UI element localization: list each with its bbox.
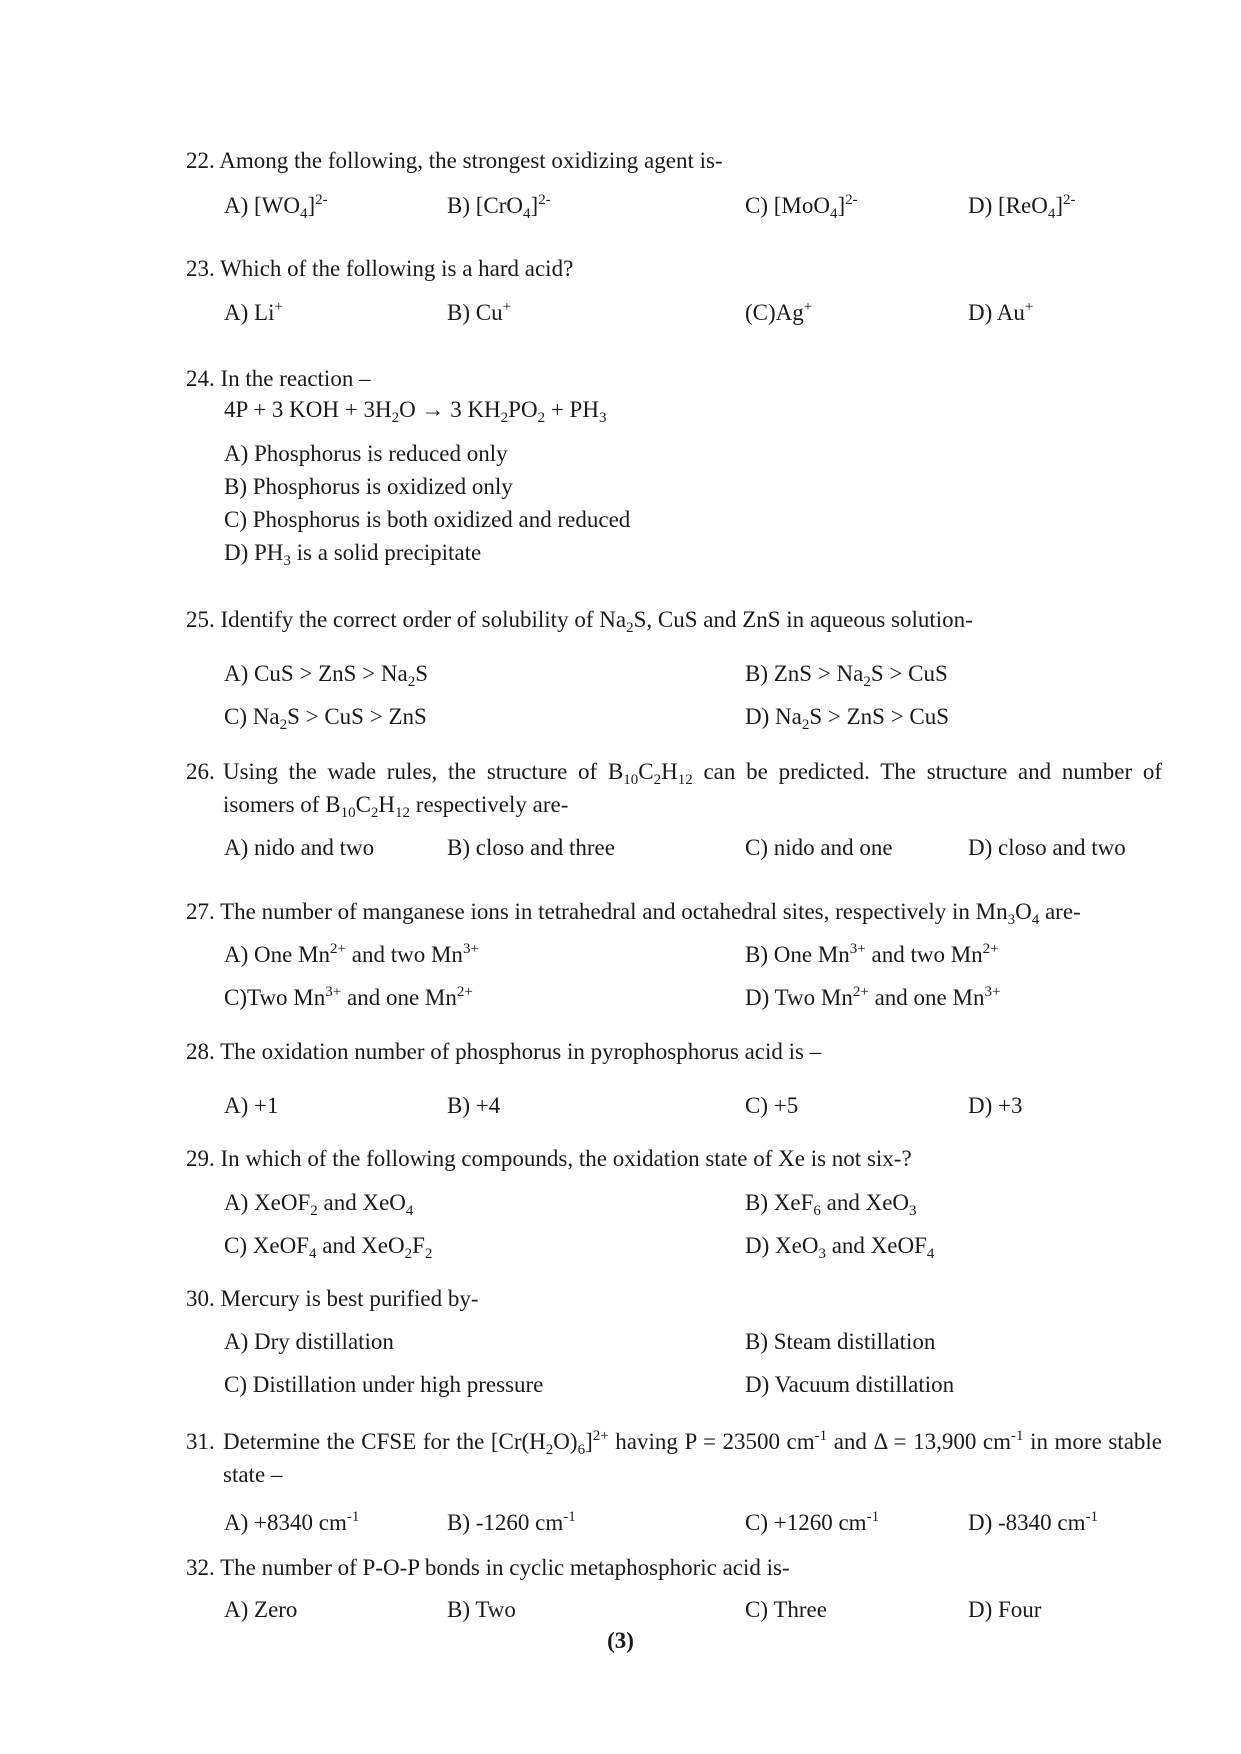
option-d: D) Four	[968, 1597, 1042, 1622]
option-a: A) Zero	[224, 1597, 298, 1622]
option-d: D) Two $Mn^{2+}$ and one $Mn^{3+}$	[745, 984, 1001, 1010]
option-c: C) Three	[745, 1597, 827, 1622]
question-22	[186, 148, 723, 174]
reaction-equation: 4P + 3 KOH + $3H_2O \to 3$ $KH_2PO_2 + PH_3$	[224, 397, 607, 426]
option-a: A) nido and two	[224, 835, 375, 860]
option-b: B) Two	[447, 1597, 516, 1622]
option-d: D) $[ReO_4]^{2-}$	[968, 192, 1076, 222]
option-b: B) Cu+	[447, 299, 512, 325]
page-number: (3)	[607, 1628, 634, 1653]
option-a: A) +1	[224, 1093, 279, 1118]
question-text: Determine the CFSE for the $[Cr(H_2O)_6]^{2+}$ having P = 23500 $cm^{-1}$ and Δ = 13,900 $cm^{-1}$ in more stable state –	[223, 1428, 1162, 1487]
question-text: The number of P-O-P bonds in cyclic metaphosphoric acid is-	[220, 1555, 790, 1580]
option-b: B) Steam distillation	[745, 1329, 936, 1354]
question-number: 23.	[186, 256, 215, 281]
question-text: The number of manganese ions in tetrahedral and octahedral sites, respectively in $Mn_3O_4$ are-	[220, 899, 1081, 928]
question-text: Which of the following is a hard acid?	[220, 256, 574, 281]
option-b: B) XeF$_6$ and XeO$_3$	[745, 1190, 917, 1219]
question-text: In the reaction –	[220, 366, 371, 391]
option-a: A) $[WO_4]^{2-}$	[224, 192, 328, 222]
option-a: A) One $Mn^{2+}$ and two $Mn^{3+}$	[224, 941, 479, 967]
option-d: D) -8340 $cm^{-1}$	[968, 1509, 1099, 1535]
question-24	[186, 366, 371, 392]
option-b: B) One $Mn^{3+}$ and two $Mn^{2+}$	[745, 941, 999, 967]
question-number: 31.	[186, 1429, 215, 1454]
option-d: D) +3	[968, 1093, 1023, 1118]
option-c: C) nido and one	[745, 835, 893, 860]
question-30	[186, 1286, 479, 1312]
question-number: 24.	[186, 366, 215, 391]
question-text: Identify the correct order of solubility of $Na_2S$, CuS and ZnS in aqueous solution-	[220, 607, 973, 636]
option-d: D) Vacuum distillation	[745, 1372, 955, 1397]
option-a: A) Phosphorus is reduced only	[224, 441, 508, 466]
question-27	[186, 899, 1081, 928]
option-d: D) $PH_3$ is a solid precipitate	[224, 540, 482, 569]
question-29	[186, 1146, 912, 1172]
question-number: 25.	[186, 607, 215, 632]
option-c: C)Two $Mn^{3+}$ and one $Mn^{2+}$	[224, 984, 473, 1010]
question-text: Using the wade rules, the structure of $B_{10}C_2H_{12}$ can be predicted. The structure and number of isomers of $B_{10}C_2H_{12}$ respectively are-	[223, 759, 1163, 821]
option-c: C) Distillation under high pressure	[224, 1372, 544, 1397]
option-a: A) Dry distillation	[224, 1329, 394, 1354]
option-c: C) +5	[745, 1093, 799, 1118]
option-a: A) CuS > ZnS > $Na_2S$	[224, 661, 429, 690]
option-c: C) $Na_2S$ > CuS > ZnS	[224, 704, 427, 733]
option-d: D) Au+	[968, 299, 1034, 325]
question-25	[186, 607, 973, 636]
question-23	[186, 256, 573, 282]
option-b: B) -1260 $cm^{-1}$	[447, 1509, 576, 1535]
option-d: D) $Na_2S$ > ZnS > CuS	[745, 704, 950, 733]
question-text: In which of the following compounds, the oxidation state of Xe is not six-?	[220, 1146, 912, 1171]
option-c: C) $[MoO_4]^{2-}$	[745, 192, 858, 222]
question-text: Among the following, the strongest oxidizing agent is-	[219, 148, 723, 173]
option-b: B) +4	[447, 1093, 501, 1118]
question-text: The oxidation number of phosphorus in pyrophosphorus acid is –	[220, 1039, 822, 1064]
option-a: A) Li+	[224, 299, 283, 325]
question-number: 30.	[186, 1286, 215, 1311]
option-b: B) $[CrO_4]^{2-}$	[447, 192, 551, 222]
question-number: 29.	[186, 1146, 215, 1171]
option-a: A) +8340 $cm^{-1}$	[224, 1509, 360, 1535]
option-d: D) closo and two	[968, 835, 1126, 860]
question-number: 27.	[186, 899, 215, 924]
question-number: 28.	[186, 1039, 215, 1064]
option-b: B) Phosphorus is oxidized only	[224, 474, 513, 499]
question-32	[186, 1555, 790, 1581]
question-number: 32.	[186, 1555, 215, 1580]
option-c: C) XeOF$_4$ and $XeO_2F_2$	[224, 1233, 433, 1262]
question-26	[186, 755, 1162, 821]
question-text: Mercury is best purified by-	[220, 1286, 479, 1311]
option-b: B) ZnS > $Na_2S$ > CuS	[745, 661, 948, 690]
option-b: B) closo and three	[447, 835, 615, 860]
option-c: C) +1260 $cm^{-1}$	[745, 1509, 880, 1535]
option-a: A) XeOF$_2$ and XeO$_4$	[224, 1190, 414, 1219]
option-d: D) XeO$_3$ and XeOF$_4$	[745, 1233, 935, 1262]
question-31	[186, 1425, 1162, 1491]
option-c: (C)Ag+	[745, 299, 813, 325]
question-number: 26.	[186, 759, 215, 784]
question-number: 22.	[186, 148, 215, 173]
question-28	[186, 1039, 821, 1065]
option-c: C) Phosphorus is both oxidized and reduced	[224, 507, 631, 532]
